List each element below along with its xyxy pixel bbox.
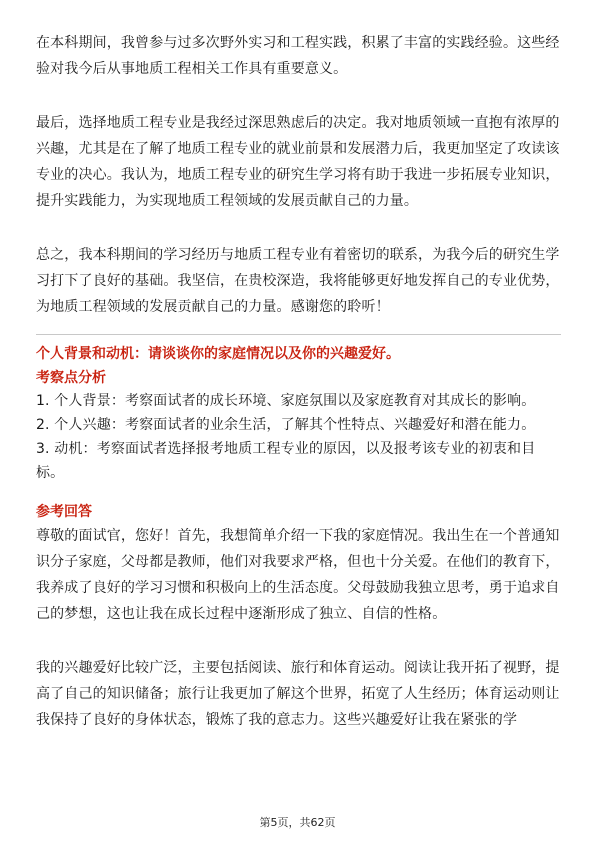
section-divider <box>36 334 561 335</box>
analysis-list <box>36 389 561 485</box>
analysis-heading: 考察点分析 <box>36 370 106 386</box>
intro-paragraph-2: 最后，选择地质工程专业是我经过深思熟虑后的决定。我对地质领域一直抱有浓厚的兴趣，尤其是在了解了地质工程专业的就业前景和发展潜力后，我更加坚定了攻读该专业的决心。我认为，地质工程专业的研究生学习将有助于我进一步拓展专业知识，提升实践能力，为实现地质工程领域的发展贡献自己的力量。 <box>36 115 560 209</box>
answer-paragraph-1: 尊敬的面试官，您好！首先，我想简单介绍一下我的家庭情况。我出生在一个普通知识分子家庭，父母都是教师，他们对我要求严格，但也十分关爱。在他们的教育下，我养成了良好的学习习惯和积极向上的生活态度。父母鼓励我独立思考，勇于追求自己的梦想，这也让我在成长过程中逐渐形成了独立、自信的性格。 <box>36 528 560 622</box>
document-page <box>36 30 561 733</box>
answer-paragraph-2: 我的兴趣爱好比较广泛，主要包括阅读、旅行和体育运动。阅读让我开拓了视野，提高了自己的知识储备；旅行让我更加了解这个世界，拓宽了人生经历；体育运动则让我保持了良好的身体状态，锻炼了我的意志力。这些兴趣爱好让我在紧张的学 <box>36 660 560 728</box>
answer-heading: 参考回答 <box>36 504 92 520</box>
page-number-footer: 第5页，共62页 <box>259 816 336 829</box>
analysis-item: 1. 个人背景：考察面试者的成长环境、家庭氛围以及家庭教育对其成长的影响。 <box>36 393 536 409</box>
analysis-item: 3. 动机：考察面试者选择报考地质工程专业的原因，以及报考该专业的初衷和目标。 <box>36 441 536 481</box>
intro-paragraph-1: 在本科期间，我曾参与过多次野外实习和工程实践，积累了丰富的实践经验。这些经验对我今后从事地质工程相关工作具有重要意义。 <box>36 35 560 77</box>
intro-paragraph-3: 总之，我本科期间的学习经历与地质工程专业有着密切的联系，为我今后的研究生学习打下了良好的基础。我坚信，在贵校深造，我将能够更好地发挥自己的专业优势，为地质工程领域的发展贡献自己的力量。感谢您的聆听！ <box>36 247 560 315</box>
analysis-item: 2. 个人兴趣：考察面试者的业余生活，了解其个性特点、兴趣爱好和潜在能力。 <box>36 417 536 433</box>
interview-question: 个人背景和动机：请谈谈你的家庭情况以及你的兴趣爱好。 <box>36 346 400 362</box>
